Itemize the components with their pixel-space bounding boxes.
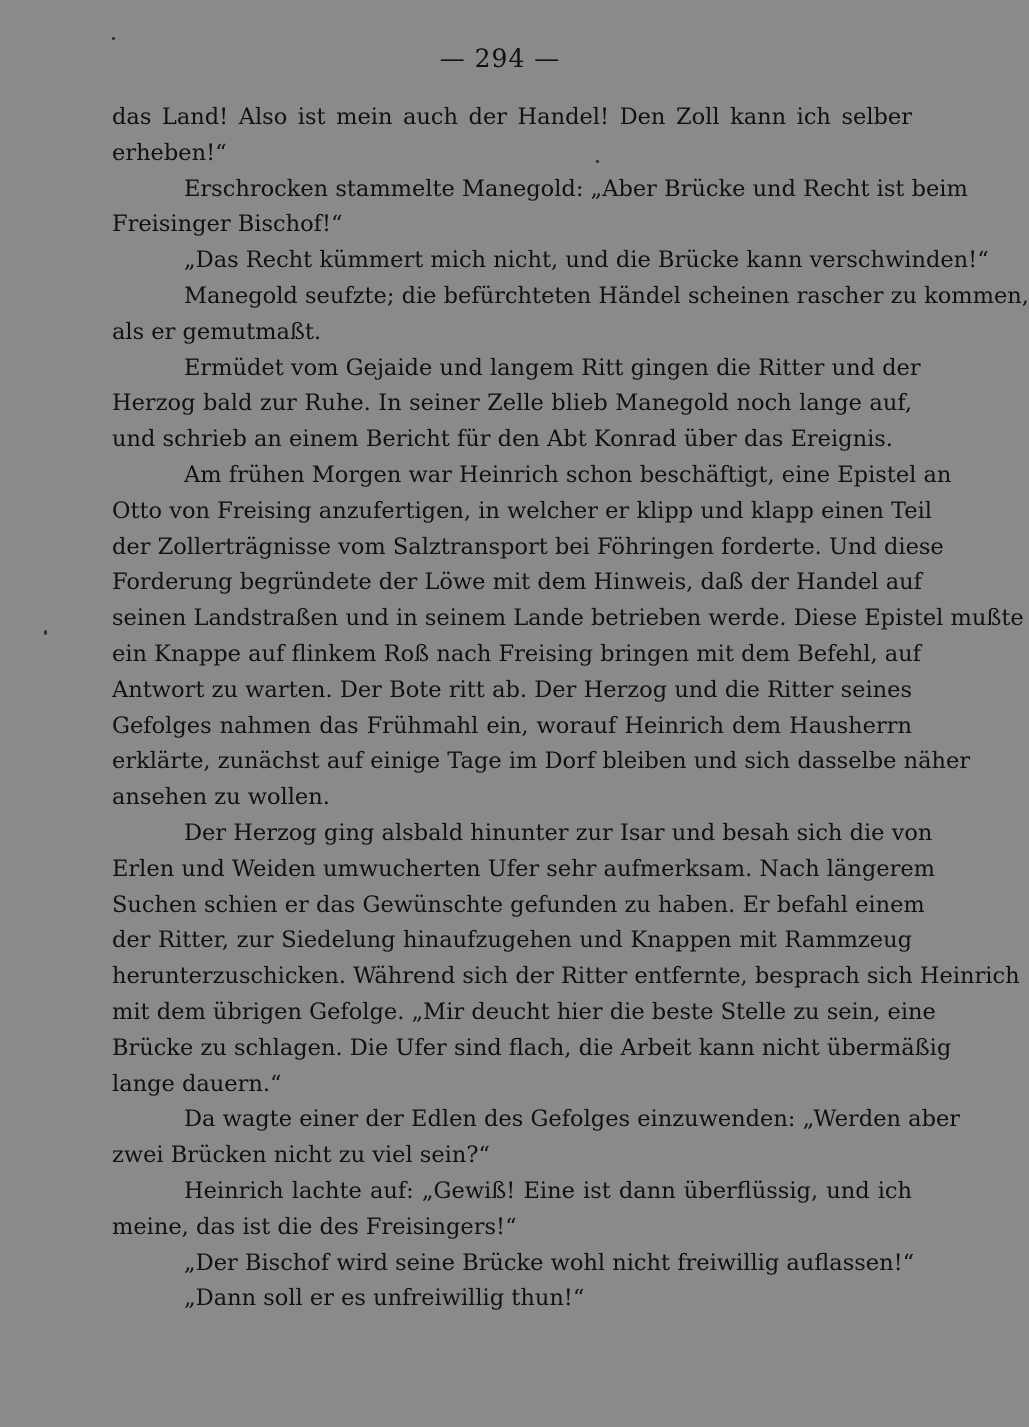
text-line: lange dauern.“ bbox=[112, 1070, 282, 1097]
text-line: Otto von Freising anzufertigen, in welcher er klipp und klapp einen Teil bbox=[112, 497, 932, 524]
text-line: das Land! Also ist mein auch der Handel! Den Zoll kann ich selber bbox=[112, 104, 912, 130]
text-line: und schrieb an einem Bericht für den Abt Konrad über das Ereignis. bbox=[112, 426, 893, 453]
text-line: mit dem übrigen Gefolge. „Mir deucht hier die beste Stelle zu sein, eine bbox=[112, 998, 936, 1025]
text-line: Ermüdet vom Gejaide und langem Ritt gingen die Ritter und der bbox=[184, 354, 921, 381]
text-line: ansehen zu wollen. bbox=[112, 784, 330, 811]
text-line: „Der Bischof wird seine Brücke wohl nicht freiwillig auflassen!“ bbox=[184, 1249, 915, 1276]
page-number: — 294 — bbox=[439, 44, 561, 73]
text-line: erklärte, zunächst auf einige Tage im Dorf bleiben und sich dasselbe näher bbox=[112, 748, 971, 775]
body-text bbox=[112, 100, 1029, 1317]
text-line: Manegold seufzte; die befürchteten Händel scheinen rascher zu kommen, bbox=[184, 282, 1029, 309]
text-line: Gefolges nahmen das Frühmahl ein, worauf Heinrich dem Hausherrn bbox=[112, 712, 912, 739]
text-line: Brücke zu schlagen. Die Ufer sind flach, die Arbeit kann nicht übermäßig bbox=[112, 1034, 952, 1061]
text-line: der Ritter, zur Siedelung hinaufzugehen und Knappen mit Rammzeug bbox=[112, 927, 912, 954]
text-line: der Zollerträgnisse vom Salztransport bei Föhringen forderte. Und diese bbox=[112, 533, 944, 560]
text-line: meine, das ist die des Freisingers!“ bbox=[112, 1213, 517, 1240]
text-line: Der Herzog ging alsbald hinunter zur Isar und besah sich die von bbox=[184, 819, 933, 846]
text-line: ein Knappe auf flinkem Roß nach Freising bringen mit dem Befehl, auf bbox=[112, 640, 922, 667]
text-line: erheben!“ bbox=[112, 139, 227, 166]
text-line: Da wagte einer der Edlen des Gefolges einzuwenden: „Werden aber bbox=[184, 1106, 961, 1133]
text-line: Suchen schien er das Gewünschte gefunden zu haben. Er befahl einem bbox=[112, 891, 925, 918]
text-line: als er gemutmaßt. bbox=[112, 318, 322, 345]
text-line: seinen Landstraßen und in seinem Lande betrieben werde. Diese Epistel mußte bbox=[112, 605, 1024, 632]
scan-speck bbox=[44, 630, 47, 635]
text-line: „Das Recht kümmert mich nicht, und die Brücke kann verschwinden!“ bbox=[184, 247, 989, 274]
text-line: Erlen und Weiden umwucherten Ufer sehr aufmerksam. Nach längerem bbox=[112, 855, 935, 882]
scan-speck bbox=[112, 37, 115, 40]
text-line: Freisinger Bischof!“ bbox=[112, 211, 343, 238]
scan-speck bbox=[596, 160, 599, 163]
text-line: Herzog bald zur Ruhe. In seiner Zelle blieb Manegold noch lange auf, bbox=[112, 390, 912, 417]
text-line: Erschrocken stammelte Manegold: „Aber Brücke und Recht ist beim bbox=[184, 175, 968, 202]
text-line: Heinrich lachte auf: „Gewiß! Eine ist dann überflüssig, und ich bbox=[184, 1177, 912, 1204]
text-line: „Dann soll er es unfreiwillig thun!“ bbox=[184, 1285, 585, 1312]
text-line: Forderung begründete der Löwe mit dem Hinweis, daß der Handel auf bbox=[112, 569, 922, 596]
text-line: Antwort zu warten. Der Bote ritt ab. Der Herzog und die Ritter seines bbox=[112, 676, 912, 703]
text-line: herunterzuschicken. Während sich der Ritter entfernte, besprach sich Heinrich bbox=[112, 963, 1020, 990]
text-line: zwei Brücken nicht zu viel sein?“ bbox=[112, 1142, 490, 1169]
text-line: Am frühen Morgen war Heinrich schon beschäftigt, eine Epistel an bbox=[184, 461, 952, 488]
